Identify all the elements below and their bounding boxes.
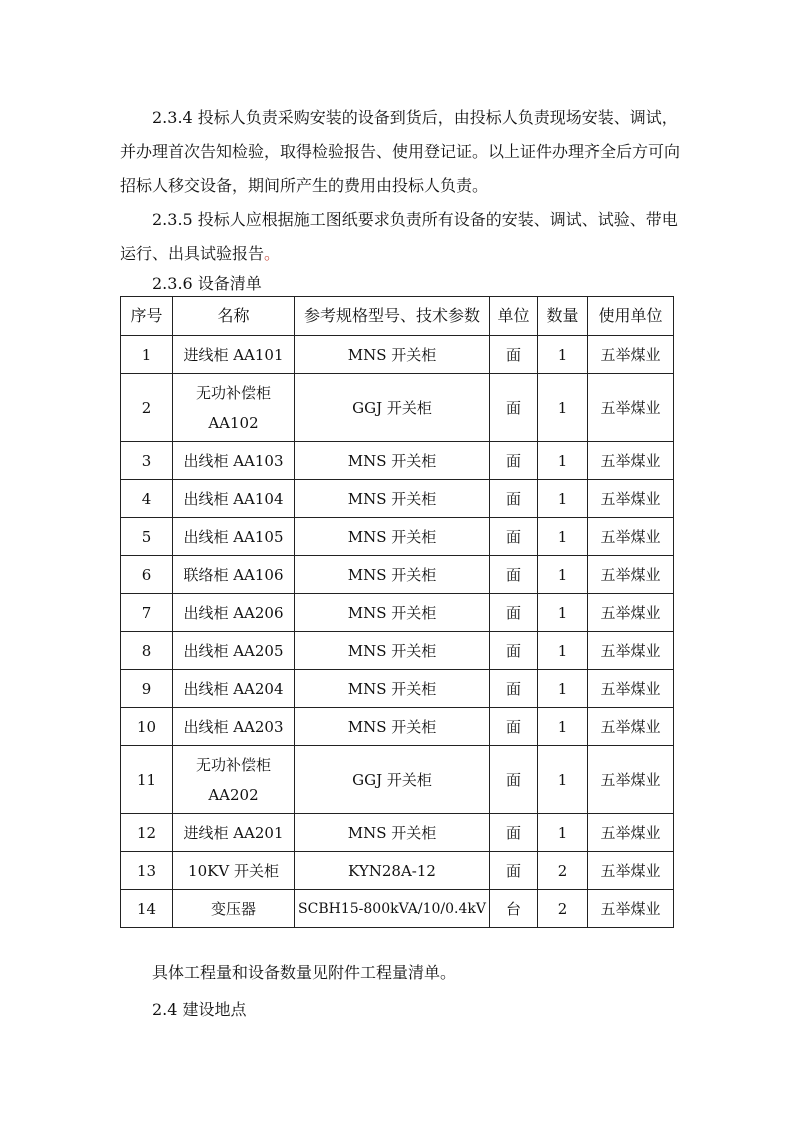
cell-qty: 1 xyxy=(538,708,588,746)
cell-name: 联络柜 AA106 xyxy=(173,556,295,594)
cell-no: 6 xyxy=(121,556,173,594)
cell-qty: 2 xyxy=(538,890,588,928)
cell-user: 五举煤业 xyxy=(588,670,674,708)
cell-spec: GGJ 开关柜 xyxy=(295,374,490,442)
cell-user: 五举煤业 xyxy=(588,632,674,670)
cell-unit: 台 xyxy=(490,890,538,928)
cell-name: 进线柜 AA101 xyxy=(173,336,295,374)
cell-user: 五举煤业 xyxy=(588,442,674,480)
cell-user: 五举煤业 xyxy=(588,556,674,594)
section-heading-2-3-6: 2.3.6 设备清单 xyxy=(152,274,262,293)
table-row xyxy=(121,556,674,594)
cell-name: 出线柜 AA203 xyxy=(173,708,295,746)
cell-unit: 面 xyxy=(490,556,538,594)
cell-user: 五举煤业 xyxy=(588,336,674,374)
equipment-table xyxy=(120,296,674,928)
cell-qty: 1 xyxy=(538,556,588,594)
cell-qty: 1 xyxy=(538,670,588,708)
cell-qty: 1 xyxy=(538,442,588,480)
cell-unit: 面 xyxy=(490,670,538,708)
cell-spec: MNS 开关柜 xyxy=(295,708,490,746)
cell-name: 出线柜 AA103 xyxy=(173,442,295,480)
cell-unit: 面 xyxy=(490,746,538,814)
cell-no: 5 xyxy=(121,518,173,556)
cell-name: 出线柜 AA204 xyxy=(173,670,295,708)
cell-unit: 面 xyxy=(490,480,538,518)
cell-spec: MNS 开关柜 xyxy=(295,442,490,480)
table-row xyxy=(121,442,674,480)
cell-qty: 1 xyxy=(538,374,588,442)
cell-no: 12 xyxy=(121,814,173,852)
cell-no: 10 xyxy=(121,708,173,746)
cell-spec: MNS 开关柜 xyxy=(295,594,490,632)
cell-spec: MNS 开关柜 xyxy=(295,814,490,852)
header-no: 序号 xyxy=(121,297,173,336)
table-row xyxy=(121,632,674,670)
cell-unit: 面 xyxy=(490,708,538,746)
cell-user: 五举煤业 xyxy=(588,594,674,632)
cell-unit: 面 xyxy=(490,374,538,442)
cell-spec: MNS 开关柜 xyxy=(295,518,490,556)
header-unit: 单位 xyxy=(490,297,538,336)
cell-spec: MNS 开关柜 xyxy=(295,556,490,594)
table-row xyxy=(121,814,674,852)
table-row xyxy=(121,336,674,374)
cell-no: 13 xyxy=(121,852,173,890)
cell-unit: 面 xyxy=(490,852,538,890)
cell-user: 五举煤业 xyxy=(588,518,674,556)
cell-qty: 1 xyxy=(538,594,588,632)
cell-unit: 面 xyxy=(490,336,538,374)
cell-qty: 1 xyxy=(538,518,588,556)
equipment-note: 具体工程量和设备数量见附件工程量清单。 xyxy=(152,963,457,982)
cell-no: 1 xyxy=(121,336,173,374)
cell-name: 出线柜 AA205 xyxy=(173,632,295,670)
cell-qty: 1 xyxy=(538,480,588,518)
cell-user: 五举煤业 xyxy=(588,890,674,928)
table-row xyxy=(121,594,674,632)
cell-user: 五举煤业 xyxy=(588,852,674,890)
cell-qty: 1 xyxy=(538,814,588,852)
cell-name: 出线柜 AA105 xyxy=(173,518,295,556)
cell-qty: 1 xyxy=(538,336,588,374)
cell-no: 4 xyxy=(121,480,173,518)
cell-user: 五举煤业 xyxy=(588,708,674,746)
cell-user: 五举煤业 xyxy=(588,480,674,518)
cell-qty: 2 xyxy=(538,852,588,890)
cell-no: 7 xyxy=(121,594,173,632)
table-row xyxy=(121,670,674,708)
cell-qty: 1 xyxy=(538,746,588,814)
cell-spec: MNS 开关柜 xyxy=(295,480,490,518)
section-heading-2-4: 2.4 建设地点 xyxy=(152,1000,247,1019)
paragraph-2-3-5 xyxy=(120,203,680,271)
cell-qty: 1 xyxy=(538,632,588,670)
cell-name: 出线柜 AA206 xyxy=(173,594,295,632)
cell-name: 出线柜 AA104 xyxy=(173,480,295,518)
header-spec: 参考规格型号、技术参数 xyxy=(295,297,490,336)
cell-name: 无功补偿柜 AA202 xyxy=(173,746,295,814)
cell-unit: 面 xyxy=(490,594,538,632)
cell-unit: 面 xyxy=(490,814,538,852)
cell-spec: MNS 开关柜 xyxy=(295,670,490,708)
cell-user: 五举煤业 xyxy=(588,746,674,814)
table-row xyxy=(121,708,674,746)
cell-spec: MNS 开关柜 xyxy=(295,336,490,374)
header-name: 名称 xyxy=(173,297,295,336)
cell-unit: 面 xyxy=(490,632,538,670)
table-row xyxy=(121,374,674,442)
paragraph-2-3-5-end: 。 xyxy=(264,244,281,263)
table-row xyxy=(121,518,674,556)
cell-no: 11 xyxy=(121,746,173,814)
table-row xyxy=(121,890,674,928)
cell-user: 五举煤业 xyxy=(588,814,674,852)
cell-unit: 面 xyxy=(490,442,538,480)
header-user: 使用单位 xyxy=(588,297,674,336)
cell-no: 14 xyxy=(121,890,173,928)
table-row xyxy=(121,480,674,518)
table-row xyxy=(121,852,674,890)
cell-spec: GGJ 开关柜 xyxy=(295,746,490,814)
cell-spec: MNS 开关柜 xyxy=(295,632,490,670)
cell-unit: 面 xyxy=(490,518,538,556)
cell-name: 10KV 开关柜 xyxy=(173,852,295,890)
cell-no: 8 xyxy=(121,632,173,670)
paragraph-2-3-5-text: 2.3.5 投标人应根据施工图纸要求负责所有设备的安装、调试、试验、带电运行、出具试验报告 xyxy=(120,210,678,263)
cell-spec: SCBH15-800kVA/10/0.4kV xyxy=(295,890,490,928)
cell-name: 无功补偿柜 AA102 xyxy=(173,374,295,442)
cell-no: 9 xyxy=(121,670,173,708)
paragraph-2-3-4: 2.3.4 投标人负责采购安装的设备到货后，由投标人负责现场安装、调试，并办理首次告知检验，取得检验报告、使用登记证。以上证件办理齐全后方可向招标人移交设备，期间所产生的费用由投标人负责。 xyxy=(120,108,681,195)
table-row xyxy=(121,746,674,814)
cell-user: 五举煤业 xyxy=(588,374,674,442)
table-header-row xyxy=(121,297,674,336)
cell-no: 2 xyxy=(121,374,173,442)
cell-no: 3 xyxy=(121,442,173,480)
cell-spec: KYN28A-12 xyxy=(295,852,490,890)
cell-name: 变压器 xyxy=(173,890,295,928)
cell-name: 进线柜 AA201 xyxy=(173,814,295,852)
header-qty: 数量 xyxy=(538,297,588,336)
